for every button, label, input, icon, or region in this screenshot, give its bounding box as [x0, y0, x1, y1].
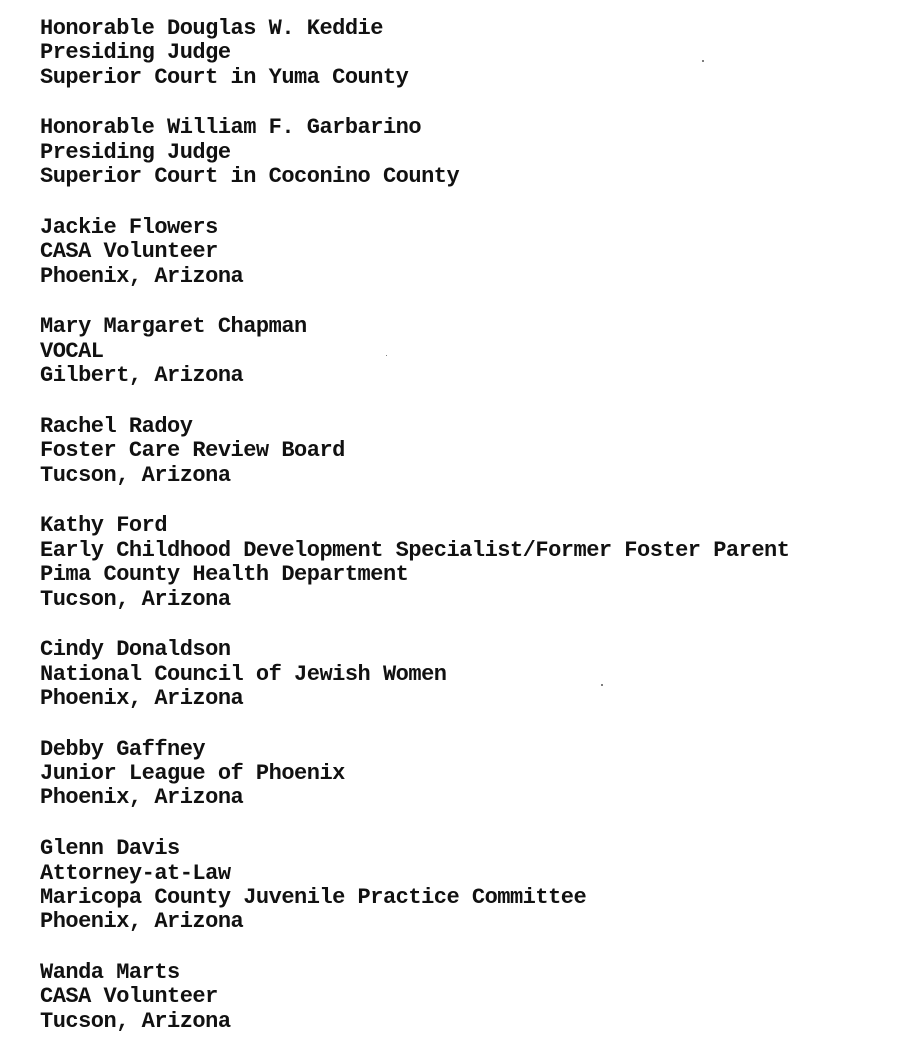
participant-name: Debby Gaffney: [40, 736, 206, 762]
participant-name: Honorable William F. Garbarino: [40, 115, 422, 141]
participant-detail: Maricopa County Juvenile Practice Committee: [40, 884, 587, 910]
participant-detail: Tucson, Arizona: [40, 462, 231, 488]
participant-entry: [40, 514, 789, 612]
participant-name: Rachel Radoy: [40, 413, 193, 439]
participant-entry: [40, 738, 789, 811]
scan-speck: [702, 60, 704, 62]
participant-name: Jackie Flowers: [40, 214, 218, 240]
participant-detail: Phoenix, Arizona: [40, 909, 244, 935]
participant-detail: Tucson, Arizona: [40, 586, 231, 612]
participant-detail: VOCAL: [40, 338, 104, 364]
participant-detail: Junior League of Phoenix: [40, 761, 345, 787]
participant-detail: Attorney-at-Law: [40, 860, 231, 886]
participant-name: Glenn Davis: [40, 836, 180, 862]
participant-detail: Gilbert, Arizona: [40, 363, 244, 389]
participant-detail: Superior Court in Coconino County: [40, 164, 460, 190]
participant-detail: CASA Volunteer: [40, 984, 218, 1010]
participant-detail: Foster Care Review Board: [40, 438, 345, 464]
participant-detail: Phoenix, Arizona: [40, 263, 244, 289]
participant-detail: Superior Court in Yuma County: [40, 64, 409, 90]
participant-detail: Early Childhood Development Specialist/Former Foster Parent: [40, 537, 790, 563]
participant-detail: Presiding Judge: [40, 139, 231, 165]
participant-name: Kathy Ford: [40, 513, 168, 539]
participant-entry: [40, 116, 789, 189]
participant-detail: Pima County Health Department: [40, 562, 409, 588]
participant-detail: CASA Volunteer: [40, 239, 218, 265]
participant-detail: Tucson, Arizona: [40, 1008, 231, 1034]
participant-entry: [40, 216, 789, 289]
participant-detail: Phoenix, Arizona: [40, 685, 244, 711]
participant-entry: [40, 17, 789, 90]
participant-entry: [40, 638, 789, 711]
participant-name: Mary Margaret Chapman: [40, 314, 307, 340]
participant-entry: [40, 837, 789, 935]
participant-entry: [40, 415, 789, 488]
participant-name: Honorable Douglas W. Keddie: [40, 16, 383, 41]
participant-name: Cindy Donaldson: [40, 637, 231, 663]
scan-speck: [386, 355, 387, 356]
participant-name: Wanda Marts: [40, 960, 180, 985]
participant-entry: [40, 315, 789, 388]
participant-detail: National Council of Jewish Women: [40, 661, 447, 687]
participant-list: [40, 17, 789, 1060]
participant-detail: Presiding Judge: [40, 40, 231, 66]
participant-entry: [40, 961, 789, 1034]
scan-speck: [601, 684, 603, 686]
participant-detail: Phoenix, Arizona: [40, 785, 244, 811]
